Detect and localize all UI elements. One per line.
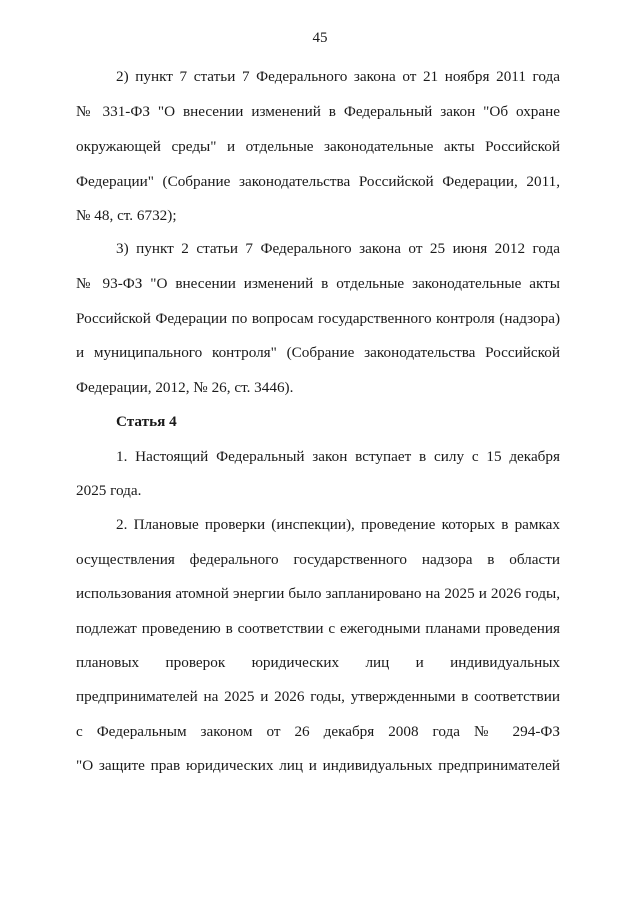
text-line: с Федеральным законом от 26 декабря 2008 года № 294-ФЗ bbox=[76, 723, 560, 740]
page-number: 45 bbox=[312, 30, 328, 46]
text-line: предпринимателей на 2025 и 2026 годы, утвержденными в соответствии bbox=[76, 688, 560, 705]
text-line: плановых проверок юридических лиц и индивидуальных bbox=[76, 654, 560, 671]
text-line: "О защите прав юридических лиц и индивидуальных предпринимателей bbox=[76, 757, 560, 774]
text-line: Федерации, 2012, № 26, ст. 3446). bbox=[76, 379, 294, 396]
text-line: окружающей среды" и отдельные законодательные акты Российской bbox=[76, 138, 560, 155]
article-heading: Статья 4 bbox=[116, 413, 177, 430]
text-line: подлежат проведению в соответствии с ежегодными планами проведения bbox=[76, 620, 560, 637]
text-line: № 48, ст. 6732); bbox=[76, 207, 177, 224]
text-line: и муниципального контроля" (Собрание законодательства Российской bbox=[76, 344, 560, 361]
text-line: 3) пункт 2 статьи 7 Федерального закона от 25 июня 2012 года bbox=[116, 240, 560, 257]
text-line: Федерации" (Собрание законодательства Российской Федерации, 2011, bbox=[76, 173, 560, 190]
text-line: 2025 года. bbox=[76, 482, 142, 499]
text-line: № 93-ФЗ "О внесении изменений в отдельные законодательные акты bbox=[76, 275, 560, 292]
text-line: осуществления федерального государственного надзора в области bbox=[76, 551, 560, 568]
text-line: использования атомной энергии было запланировано на 2025 и 2026 годы, bbox=[76, 585, 560, 602]
text-line: 2) пункт 7 статьи 7 Федерального закона от 21 ноября 2011 года bbox=[116, 68, 560, 85]
text-line: № 331-ФЗ "О внесении изменений в Федеральный закон "Об охране bbox=[76, 103, 560, 120]
text-line: 1. Настоящий Федеральный закон вступает в силу с 15 декабря bbox=[116, 448, 560, 465]
text-line: 2. Плановые проверки (инспекции), проведение которых в рамках bbox=[116, 516, 560, 533]
text-line: Российской Федерации по вопросам государственного контроля (надзора) bbox=[76, 310, 560, 327]
